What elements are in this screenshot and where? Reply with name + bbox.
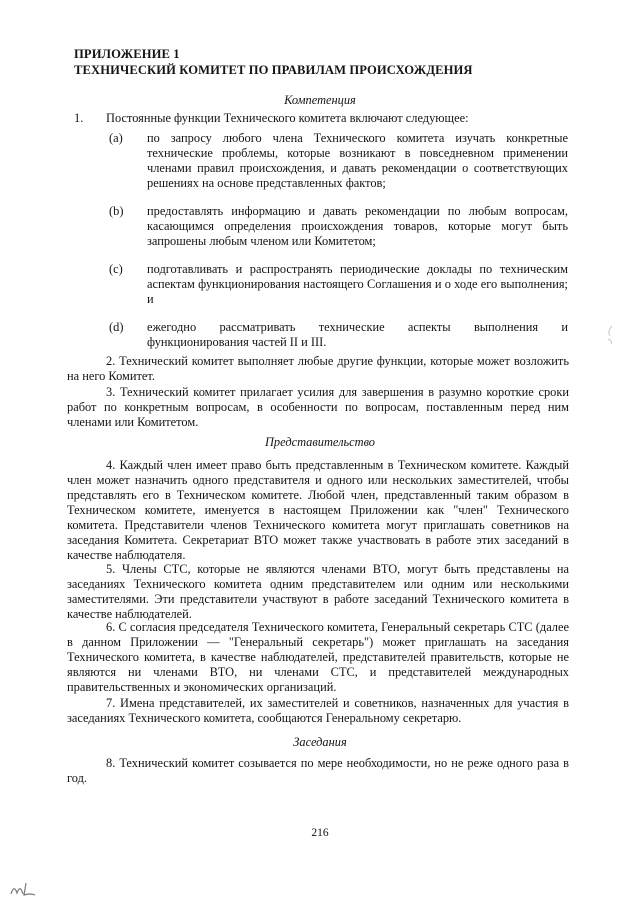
item-label-b: (b) — [109, 204, 124, 218]
section-heading-representation: Представительство — [264, 435, 375, 449]
handwritten-mark — [8, 880, 42, 900]
paragraph-1-lead: Постоянные функции Технического комитета включают следующее: — [106, 111, 469, 125]
appendix-title: ПРИЛОЖЕНИЕ 1 — [74, 47, 180, 61]
committee-title: ТЕХНИЧЕСКИЙ КОМИТЕТ ПО ПРАВИЛАМ ПРОИСХОЖДЕНИЯ — [74, 63, 473, 77]
section-heading-competence: Компетенция — [284, 93, 356, 107]
item-label-d: (d) — [109, 320, 124, 334]
paragraph-7: 7. Имена представителей, их заместителей и советников, назначенных для участия в заседаниях Технического комитета, сообщаются Генеральному секретарю. — [67, 696, 569, 725]
paragraph-6: 6. С согласия председателя Технического комитета, Генеральный секретарь СТС (далее в данном Приложении — "Генеральный секретарь") может приглашать на заседания Технического комитета, в качестве наблюдателей, представителей правительств, которые не являются ни членами ВТО, ни членами СТС, и представителей международных правительственных и экономических организаций. — [67, 620, 569, 694]
paragraph-5: 5. Члены СТС, которые не являются членами ВТО, могут быть представлены на заседаниях Технического комитета одним представителем или одним или несколькими заместителями. Эти представители участвуют в работе заседаний Технического комитета в качестве наблюдателей. — [67, 562, 569, 621]
paragraph-number: 1. — [74, 111, 84, 125]
paragraph-2: 2. Технический комитет выполняет любые другие функции, которые может возложить на него Комитет. — [67, 354, 569, 383]
paragraph-8: 8. Технический комитет созывается по мере необходимости, но не реже одного раза в год. — [67, 756, 569, 785]
item-label-a: (a) — [109, 131, 123, 145]
item-text-b: предоставлять информацию и давать рекомендации по любым вопросам, касающимся определения происхождения товаров, которые могут быть запрошены любым членом или Комитетом; — [147, 204, 568, 248]
section-heading-meetings: Заседания — [293, 735, 347, 749]
paragraph-3: 3. Технический комитет прилагает усилия для завершения в разумно короткие сроки работ по конкретным вопросам, в особенности по вопросам, поставленным перед ним членами или Комитетом. — [67, 385, 569, 429]
item-text-a: по запросу любого члена Технического комитета изучать конкретные технические проблемы, которые возникают в повседневном применении членами правил происхождения, и давать рекомендации о соответствующих решениях на основе представленных фактов; — [147, 131, 568, 190]
item-label-c: (c) — [109, 262, 123, 276]
item-text-d: ежегодно рассматривать технические аспекты выполнения и функционирования частей II и III. — [147, 320, 568, 349]
paragraph-4: 4. Каждый член имеет право быть представленным в Техническом комитете. Каждый член может назначить одного представителя и одного или нескольких заместителей, чтобы представлять его в Техническом комитете. Любой член, представленный таким образом в Техническом комитете, именуется в настоящем Приложении как "член" Технического комитета. Представители членов Технического комитета могут приглашать советников на заседания Комитета. Секретариат ВТО может также участвовать в работе этих заседаний в качестве наблюдателя. — [67, 458, 569, 562]
scan-mark — [604, 324, 616, 346]
item-text-c: подготавливать и распространять периодические доклады по техническим аспектам функционирования настоящего Соглашения и о ходе его выполнения; и — [147, 262, 568, 306]
page-number: 216 — [311, 827, 329, 839]
